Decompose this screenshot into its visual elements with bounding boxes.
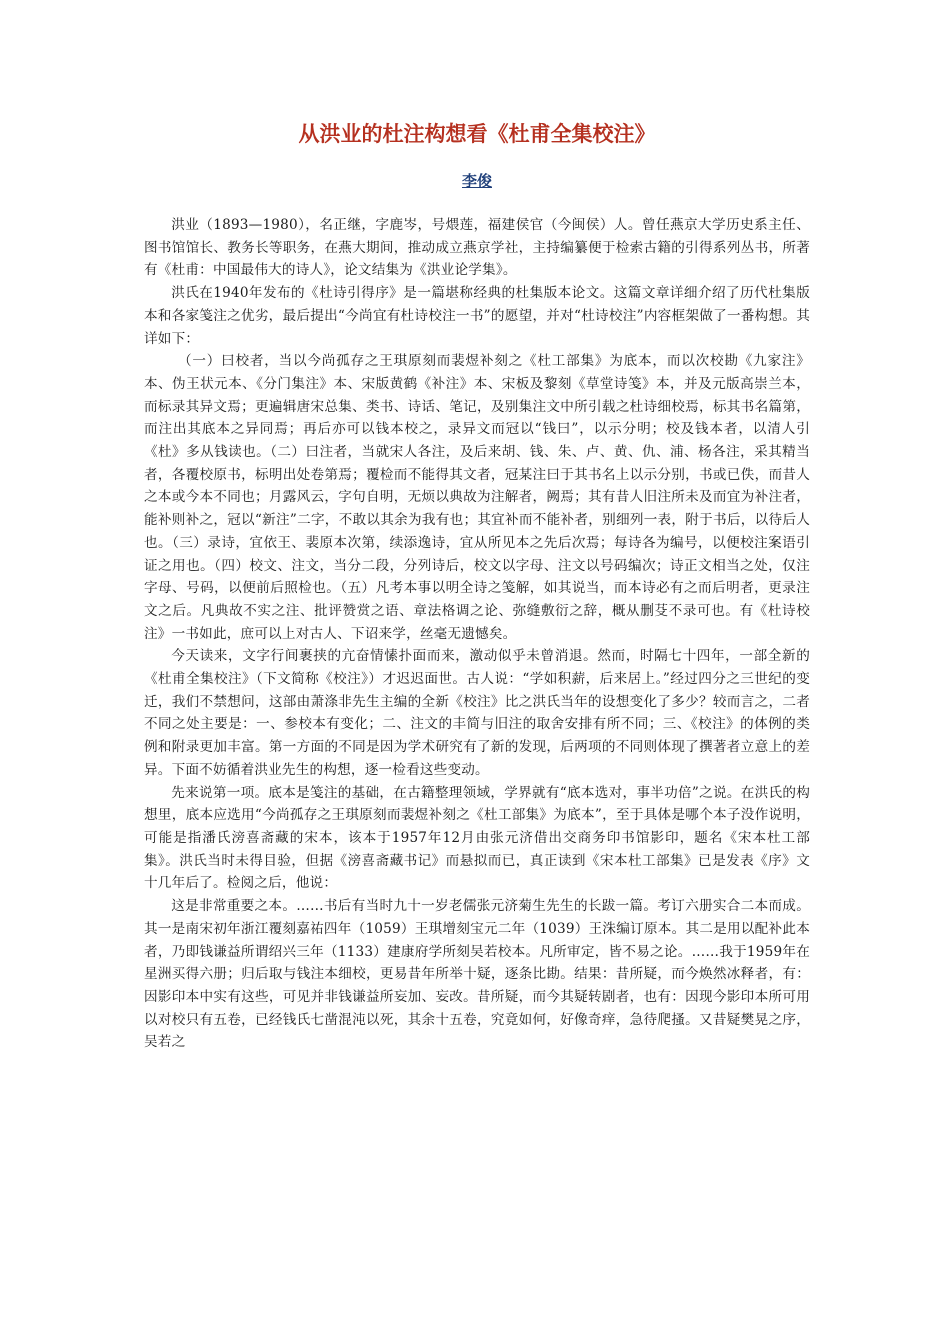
paragraph: 洪业（1893—1980），名正继，字鹿岑，号煨莲，福建侯官（今闽侯）人。曾任燕京大学历史系主任、图书馆馆长、教务长等职务，在燕大期间，推动成立燕京学社，主持编纂便于检索古籍的引得系列丛书，所著有《杜甫：中国最伟大的诗人》，论文结集为《洪业论学集》。 — [144, 217, 810, 279]
paragraph: 今天读来，文字行间裹挟的亢奋情愫扑面而来，激动似乎未曾消退。然而，时隔七十四年，一部全新的《杜甫全集校注》（下文简称《校注》）才迟迟面世。古人说：“学如积薪，后来居上。”经过四分之三世纪的变迁，我们不禁想问，这部由萧涤非先生主编的全新《校注》比之洪氏当年的设想变化了多少？较而言之，二者不同之处主要是：一、参校本有变化；二、注文的丰简与旧注的取舍安排有所不同；三、《校注》的体例的类例和附录更加丰富。第一方面的不同是因为学术研究有了新的发现，后两项的不同则体现了撰著者立意上的差异。下面不妨循着洪业先生的构想，逐一检看这些变动。 — [144, 648, 810, 778]
quoted-paragraph: 这是非常重要之本。……书后有当时九十一岁老儒张元济菊生先生的长跋一篇。考订六册实合二本而成。其一是南宋初年浙江覆刻嘉祐四年（1059）王琪增刻宝元二年（1039）王洙编订原本。其二是用以配补此本者，乃即钱谦益所谓绍兴三年（1133）建康府学所刻吴若校本。凡所审定，皆不易之论。……我于1959年在星洲买得六册；归后取与钱注本细校，更易昔年所举十疑，逐条比勘。结果：昔所疑，而今焕然冰释者，有：因影印本中实有这些，可见并非钱谦益所妄加、妄改。昔所疑，而今其疑转剧者，也有：因现今影印本所可用以对校只有五卷，已经钱氏七凿混沌以死，其余十五卷，究竟如何，好像奇痒，急待爬搔。又昔疑樊晃之序，吴若之 — [144, 898, 810, 1051]
author-link[interactable]: 李俊 — [461, 172, 492, 190]
paragraph: 先来说第一项。底本是笺注的基础，在古籍整理领域，学界就有“底本选对，事半功倍”之说。在洪氏的构想里，底本应选用“今尚孤存之王琪原刻而裴煜补刻之《杜工部集》为底本”，至于具体是哪个本子没作说明，可能是指潘氏滂喜斋藏的宋本，该本于1957年12月由张元济借出交商务印书馆影印，题名《宋本杜工部集》。洪氏当时未得目验，但据《滂喜斋藏书记》而悬拟而已，真正读到《宋本杜工部集》已是发表《序》文十几年后了。检阅之后，他说： — [144, 784, 810, 892]
article-title: 从洪业的杜注构想看《杜甫全集校注》 — [298, 122, 656, 146]
author-line — [144, 170, 810, 193]
paragraph: 洪氏在1940年发布的《杜诗引得序》是一篇堪称经典的杜集版本论文。这篇文章详细介绍了历代杜集版本和各家笺注之优劣，最后提出“今尚宜有杜诗校注一书”的愿望，并对“杜诗校注”内容框架做了一番构想。其详如下： — [144, 285, 810, 347]
quoted-paragraph: （一）曰校者，当以今尚孤存之王琪原刻而裴煜补刻之《杜工部集》为底本，而以次校勘《九家注》本、伪王状元本、《分门集注》本、宋版黄鹤《补注》本、宋板及黎刻《草堂诗笺》本，并及元版高崇兰本，而标录其异文焉；更遍辑唐宋总集、类书、诗话、笔记，及别集注文中所引载之杜诗细校焉，标其书名篇第，而注出其底本之异同焉；再后亦可以钱本校之，录异文而冠以“钱曰”，以示分明；校及钱本者，以清人引《杜》多从钱读也。（二）曰注者，当就宋人各注，及后来胡、钱、朱、卢、黄、仇、浦、杨各注，采其精当者，各覆校原书，标明出处卷第焉；覆检而不能得其文者，冠某注曰于其书名上以示分别，书或已佚，而昔人之本或今本不同也；月露风云，字句自明，无烦以典故为注解者，阙焉；其有昔人旧注所未及而宜为补注者，能补则补之，冠以“新注”二字，不敢以其余为我有也；其宜补而不能补者，别细列一表，附于书后，以待后人也。（三）录诗，宜依王、裴原本次第，续添逸诗，宜从所见本之先后次焉；每诗各为编号，以便校注案语引证之用也。（四）校文、注文，当分二段，分列诗后，校文以字母、注文以号码编次；诗正文相当之处，仅注字母、号码，以便前后照检也。（五）凡考本事以明全诗之笺解，如其说当，而本诗必有之而后明者，更录注文之后。凡典故不实之注、批评赞赏之语、章法格调之论、弥缝敷衍之辞，概从删芟不录可也。有《杜诗校注》一书如此，庶可以上对古人、下诏来学，丝毫无遗憾矣。 — [144, 353, 810, 642]
article-body — [144, 214, 810, 1054]
